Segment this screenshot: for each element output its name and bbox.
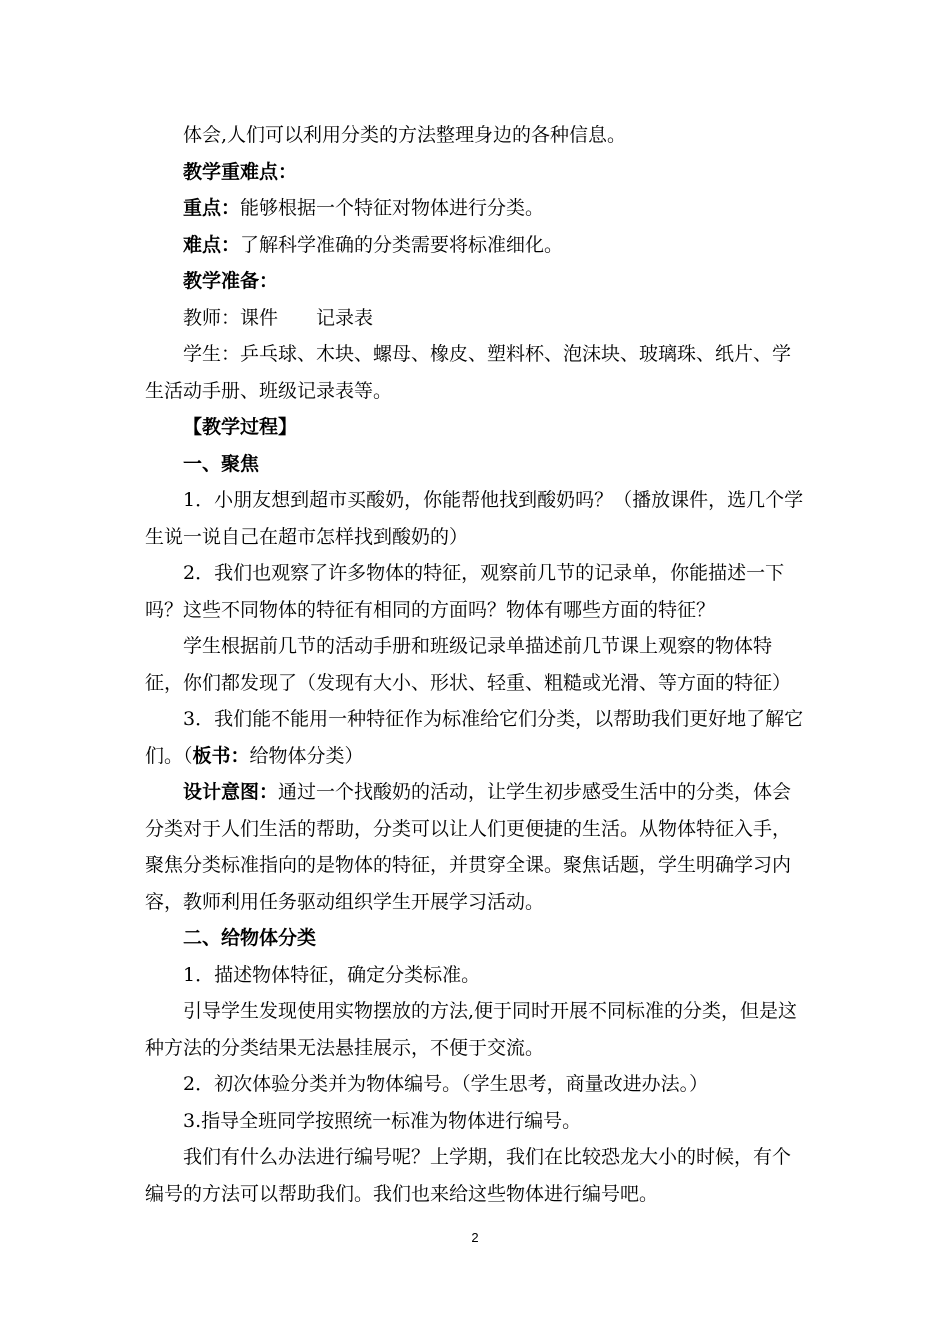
paragraph: 1．描述物体特征，确定分类标准。 bbox=[183, 963, 481, 986]
label-board: 板书： bbox=[192, 744, 250, 767]
label-key: 重点： bbox=[183, 197, 241, 219]
paragraph: 体会,人们可以利用分类的方法整理身边的各种信息。 bbox=[183, 124, 627, 146]
label-difficulty: 难点： bbox=[183, 233, 241, 256]
paragraph-design-intent bbox=[145, 774, 807, 920]
heading-classify: 二、给物体分类 bbox=[183, 927, 317, 949]
paragraph: 学生根据前几节的活动手册和班级记录单描述前几节课上观察的物体特征，你们都发现了（发现有大小、形状、轻重、粗糙或光滑、等方面的特征） bbox=[145, 635, 792, 694]
paragraph: 3.指导全班同学按照统一标准为物体进行编号。 bbox=[183, 1109, 582, 1132]
heading-preparation: 教学准备： bbox=[183, 270, 279, 292]
heading-key-points: 教学重难点： bbox=[183, 160, 298, 183]
paragraph-teacher: 教师：课件 记录表 bbox=[183, 306, 374, 329]
paragraph-board bbox=[145, 701, 807, 774]
text-part: 给物体分类） bbox=[249, 744, 364, 767]
paragraph: 2．我们也观察了许多物体的特征，观察前几节的记录单，你能描述一下吗？这些不同物体的特征有相同的方面吗？物体有哪些方面的特征？ bbox=[145, 562, 785, 621]
heading-process: 【教学过程】 bbox=[183, 416, 298, 438]
text-part: 3．我们能不能用一种特征作为标准给它们分类，以帮助我们更好地了解它们。（ bbox=[145, 708, 804, 767]
paragraph-student: 学生：乒乓球、木块、螺母、橡皮、塑料杯、泡沫块、玻璃珠、纸片、学生活动手册、班级记录表等。 bbox=[145, 343, 792, 402]
text-design: 通过一个找酸奶的活动，让学生初步感受生活中的分类，体会分类对于人们生活的帮助，分类可以让人们更便捷的生活。从物体特征入手，聚焦分类标准指向的是物体的特征，并贯穿全课。聚焦话题，学生明确学习内容，教师利用任务驱动组织学生开展学习活动。 bbox=[145, 781, 792, 913]
paragraph: 我们有什么办法进行编号呢？上学期，我们在比较恐龙大小的时候，有个编号的方法可以帮助我们。我们也来给这些物体进行编号吧。 bbox=[145, 1146, 792, 1205]
paragraph: 2．初次体验分类并为物体编号。（学生思考，商量改进办法。） bbox=[183, 1073, 709, 1095]
paragraph-key-point bbox=[145, 190, 807, 227]
page-number: 2 bbox=[471, 1230, 479, 1245]
text-difficulty: 了解科学准确的分类需要将标准细化。 bbox=[240, 233, 564, 256]
label-design: 设计意图： bbox=[183, 781, 279, 803]
paragraph: 引导学生发现使用实物摆放的方法,便于同时开展不同标准的分类，但是这种方法的分类结果无法悬挂展示，不便于交流。 bbox=[145, 1000, 798, 1059]
text-key: 能够根据一个特征对物体进行分类。 bbox=[240, 197, 545, 219]
page-body bbox=[145, 117, 807, 1212]
paragraph: 1．小朋友想到超市买酸奶，你能帮他找到酸奶吗？（播放课件，选几个学生说一说自己在超市怎样找到酸奶的） bbox=[145, 489, 804, 548]
heading-focus: 一、聚焦 bbox=[183, 452, 260, 475]
paragraph-difficulty bbox=[145, 227, 807, 264]
